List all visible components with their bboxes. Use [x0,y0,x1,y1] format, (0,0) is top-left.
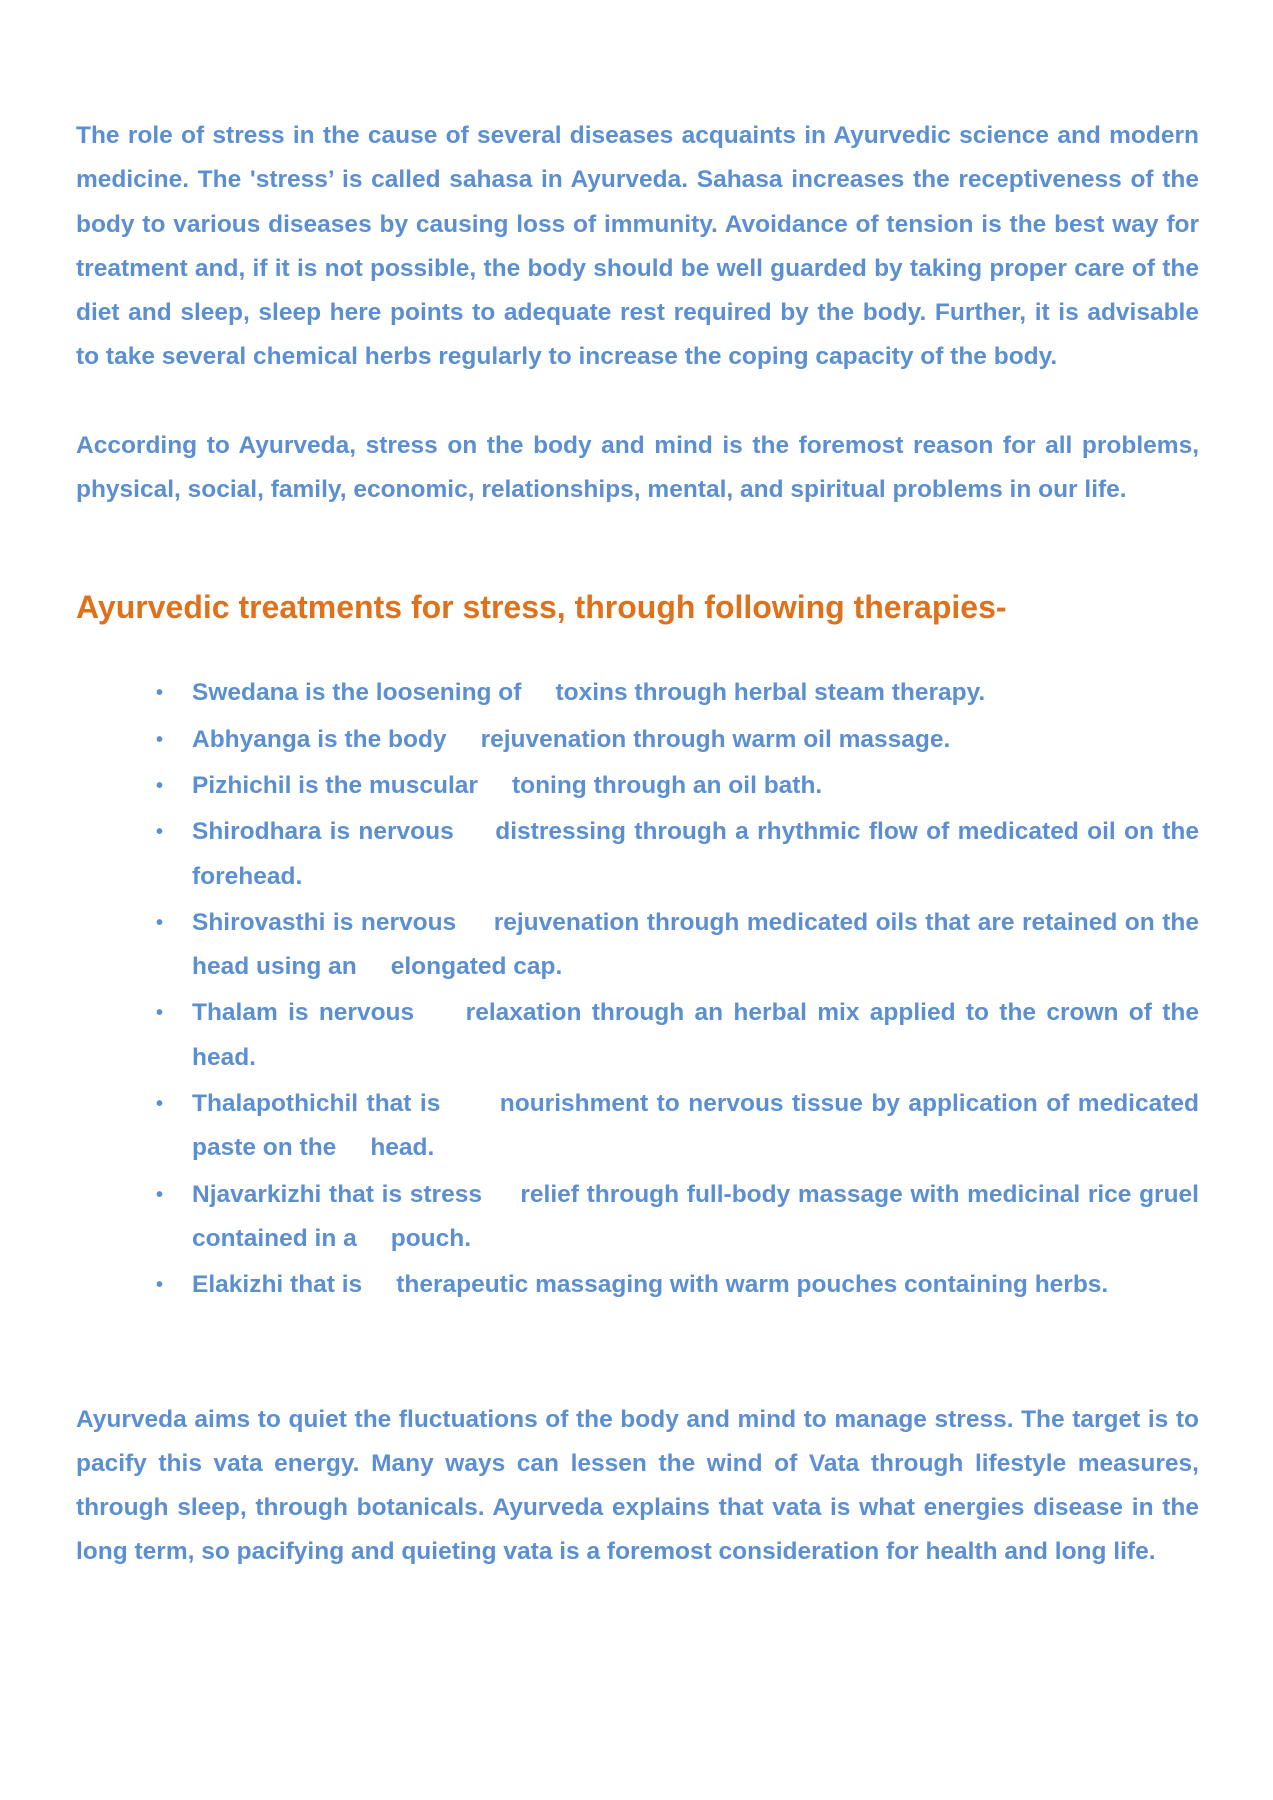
list-item-text: Swedana is the loosening of toxins through herbal steam therapy. [192,679,986,707]
list-item [156,764,1199,808]
bullet-icon: • [156,1093,164,1116]
list-item-text: Shirovasthi is nervous rejuvenation through medicated oils that are retained on the head using an elongated cap. [192,908,1206,981]
list-item-text: Thalam is nervous relaxation through an herbal mix applied to the crown of the head. [192,999,1206,1071]
list-item [156,1263,1199,1307]
list-item-text: Pizhichil is the muscular toning through an oil bath. [192,771,823,799]
section-heading: Ayurvedic treatments for stress, through following therapies- [76,589,1007,626]
list-item [156,718,1199,762]
list-item-text: Shirodhara is nervous distressing through a rhythmic flow of medicated oil on the forehead. [192,818,1206,890]
bullet-icon: • [156,728,164,751]
ayurveda-stress-paragraph: According to Ayurveda, stress on the body and mind is the foremost reason for all problems, physical, social, family, economic, relationships, mental, and spiritual problems in our life. [76,431,1199,504]
bullet-icon: • [156,821,164,844]
closing-paragraph: Ayurveda aims to quiet the fluctuations of the body and mind to manage stress. The target is to pacify this vata energy. Many ways can lessen the wind of Vata through lifestyle measures, through sleep, through botanicals. Ayurveda explains that vata is what energies disease in the long term, so pacifying and quieting vata is a foremost consideration for health and long life. [76,1405,1199,1566]
bullet-icon: • [156,1002,164,1025]
therapy-list [76,671,1206,1307]
document-page [76,114,1206,1575]
list-item [156,901,1206,990]
bullet-icon: • [156,774,164,797]
bullet-icon: • [156,1183,164,1206]
bullet-icon: • [156,682,164,705]
list-item [156,810,1206,899]
list-item-text: Elakizhi that is therapeutic massaging with warm pouches containing herbs. [192,1271,1109,1299]
list-item-text: Abhyanga is the body rejuvenation through warm oil massage. [192,725,951,753]
list-item-text: Njavarkizhi that is stress relief through full-body massage with medicinal rice gruel contained in a pouch. [192,1180,1206,1252]
list-item [156,671,1199,715]
intro-paragraph: The role of stress in the cause of several diseases acquaints in Ayurvedic science and modern medicine. The 'stress’ is called sahasa in Ayurveda. Sahasa increases the receptiveness of the body to various diseases by causing loss of immunity. Avoidance of tension is the best way for treatment and, if it is not possible, the body should be well guarded by taking proper care of the diet and sleep, sleep here points to adequate rest required by the body. Further, it is advisable to take several chemical herbs regularly to increase the coping capacity of the body. [76,122,1199,371]
bullet-icon: • [156,1274,164,1297]
bullet-icon: • [156,911,164,934]
list-item [156,1082,1206,1171]
list-item [156,1173,1206,1262]
list-item [156,991,1206,1080]
list-item-text: Thalapothichil that is nourishment to nervous tissue by application of medicated paste on the head. [192,1090,1206,1162]
